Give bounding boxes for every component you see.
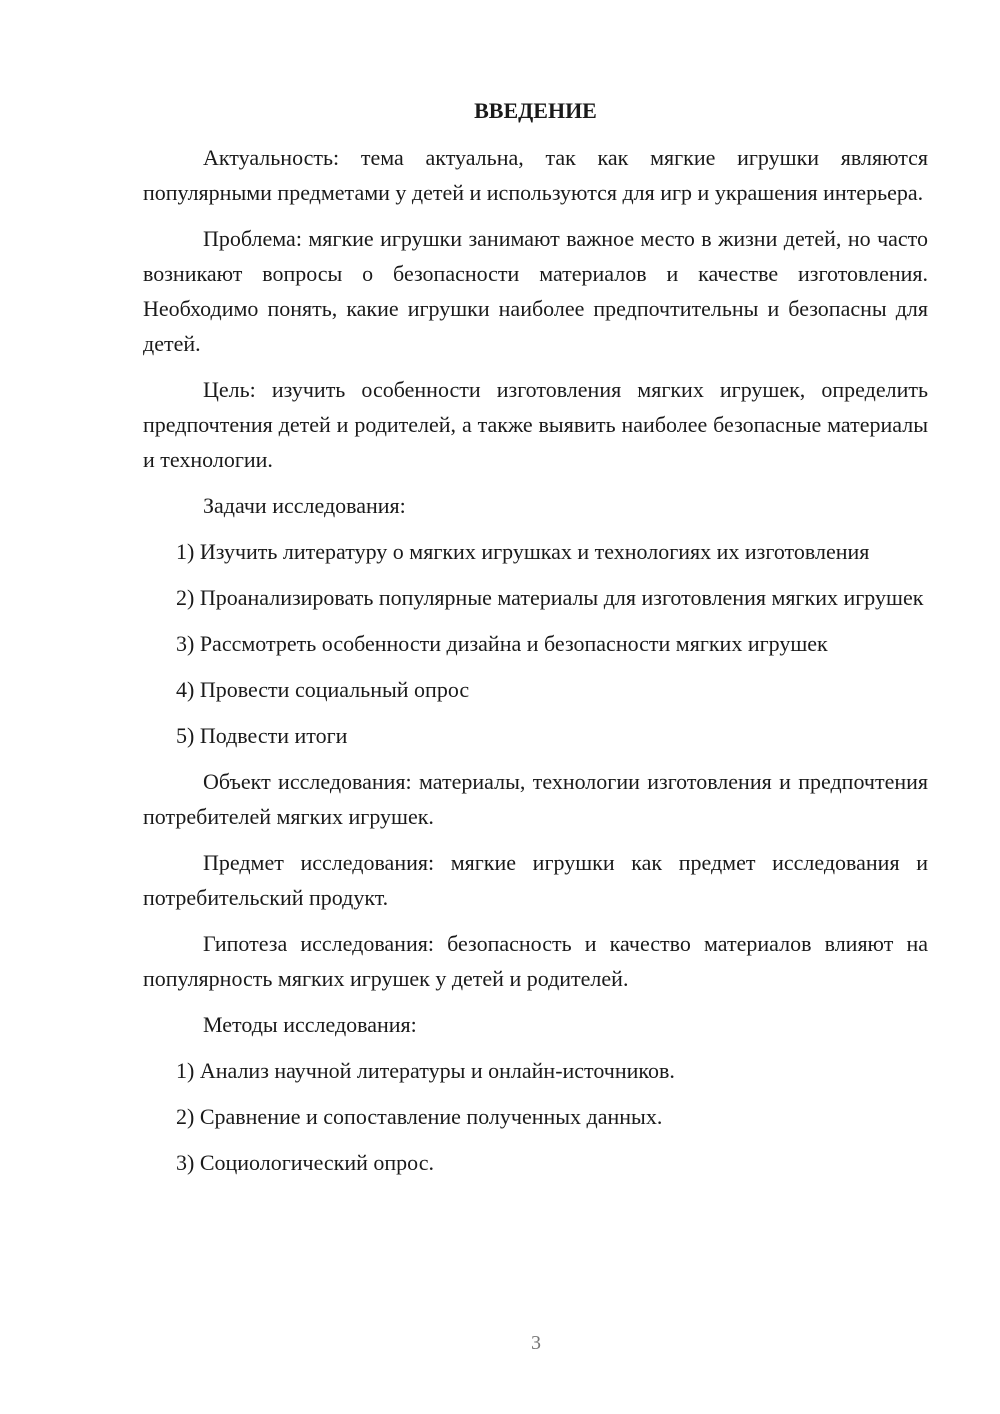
page-title: ВВЕДЕНИЕ xyxy=(474,98,597,123)
subject-paragraph: Предмет исследования: мягкие игрушки как предмет исследования и потребительский продукт. xyxy=(143,850,928,910)
task-item: 3) Рассмотреть особенности дизайна и безопасности мягких игрушек xyxy=(176,631,828,656)
task-item: 2) Проанализировать популярные материалы для изготовления мягких игрушек xyxy=(176,585,924,610)
page-content xyxy=(143,94,928,1191)
hypothesis-paragraph: Гипотеза исследования: безопасность и качество материалов влияют на популярность мягких игрушек у детей и родителей. xyxy=(143,931,928,991)
method-item: 2) Сравнение и сопоставление полученных данных. xyxy=(176,1104,663,1129)
task-item: 5) Подвести итоги xyxy=(176,723,348,748)
relevance-paragraph: Актуальность: тема актуальна, так как мягкие игрушки являются популярными предметами у детей и используются для игр и украшения интерьера. xyxy=(143,145,928,205)
method-item: 3) Социологический опрос. xyxy=(176,1150,434,1175)
goal-paragraph: Цель: изучить особенности изготовления мягких игрушек, определить предпочтения детей и родителей, а также выявить наиболее безопасные материалы и технологии. xyxy=(143,377,928,472)
task-item: 4) Провести социальный опрос xyxy=(176,677,470,702)
page-number: 3 xyxy=(531,1332,541,1354)
tasks-heading: Задачи исследования: xyxy=(203,493,406,518)
problem-paragraph: Проблема: мягкие игрушки занимают важное место в жизни детей, но часто возникают вопросы о безопасности материалов и качестве изготовления. Необходимо понять, какие игрушки наиболее предпочтительны и безопасны для детей. xyxy=(143,226,928,356)
object-paragraph: Объект исследования: материалы, технологии изготовления и предпочтения потребителей мягких игрушек. xyxy=(143,769,928,829)
task-item: 1) Изучить литературу о мягких игрушках и технологиях их изготовления xyxy=(176,539,870,564)
methods-heading: Методы исследования: xyxy=(203,1012,417,1037)
method-item: 1) Анализ научной литературы и онлайн-источников. xyxy=(176,1058,675,1083)
